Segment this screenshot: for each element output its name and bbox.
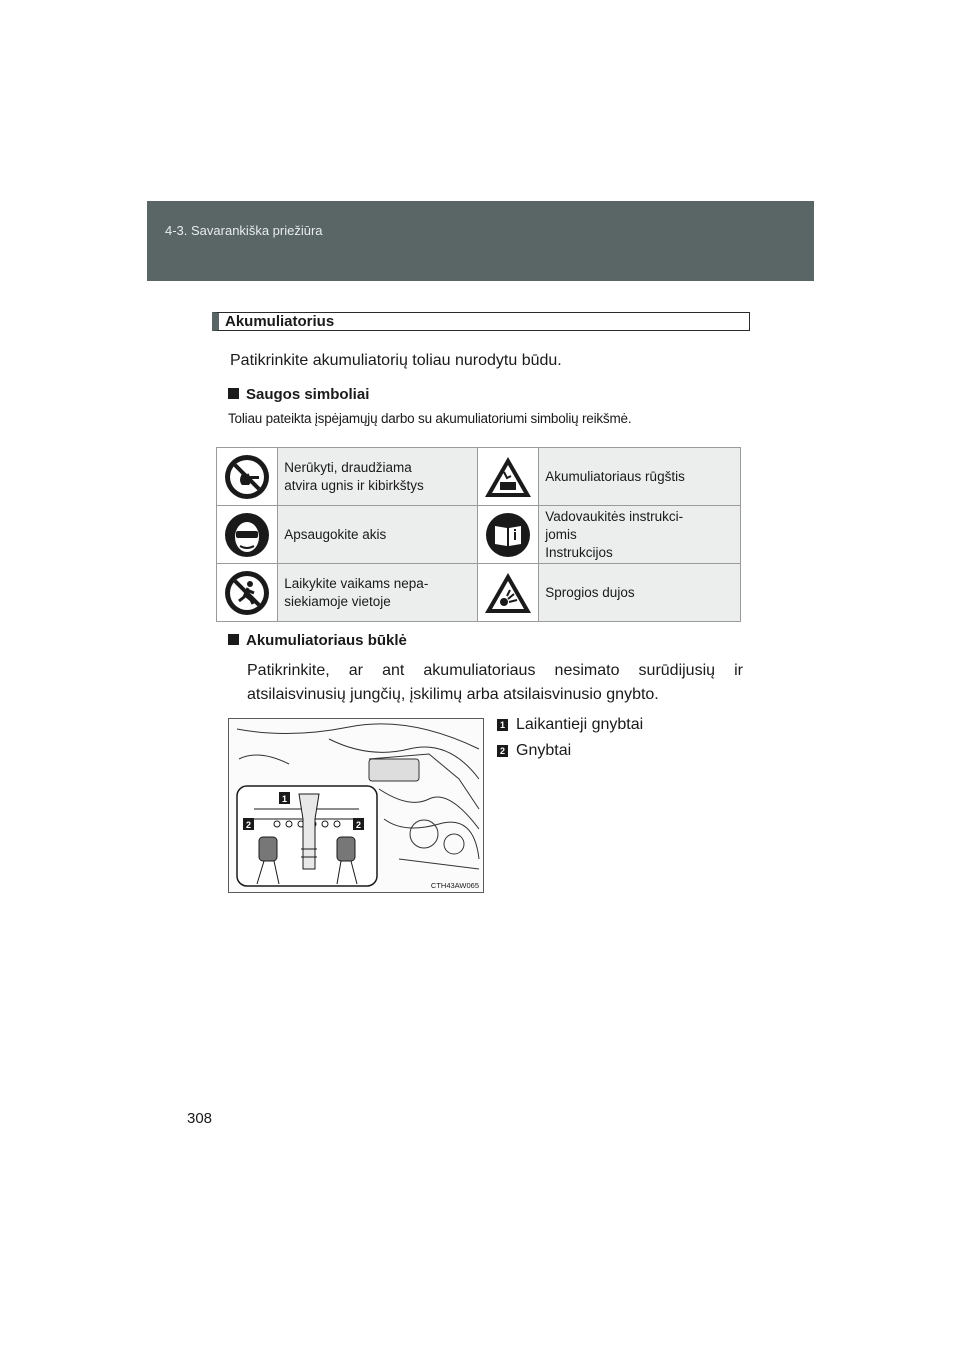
symbol-label-line: jomis (545, 526, 577, 542)
condition-paragraph: Patikrinkite, ar ant akumuliatoriaus nesimato surūdijusių ir atsilaisvinusių jungčių, įskilimų arba atsilaisvinusio gnybto. (247, 662, 743, 703)
table-row (217, 564, 741, 622)
safety-symbols-table (216, 447, 741, 622)
symbol-label-line: Vadovaukitės instrukci- (545, 508, 684, 524)
bullet-square-icon (228, 388, 239, 399)
symbol-label (539, 506, 741, 564)
figure-code: CTH43AW065 (430, 881, 479, 890)
battery-acid-warning-icon (477, 448, 539, 506)
callout-1-icon: 1 (497, 719, 508, 731)
no-smoking-fire-icon (217, 448, 278, 506)
safety-note: Toliau pateikta įspėjamųjų darbo su akumuliatoriumi simbolių reikšmė. (228, 411, 632, 426)
callout-label: 2 (355, 820, 362, 830)
condition-heading-label: Akumuliatoriaus būklė (246, 632, 407, 649)
symbol-label: Akumuliatoriaus rūgštis (539, 448, 741, 506)
table-row (217, 506, 741, 564)
legend-item (497, 716, 643, 734)
bullet-square-icon (228, 634, 239, 645)
callout-2-icon: 2 (497, 745, 508, 757)
legend-item (497, 742, 571, 760)
chapter-header (147, 201, 814, 281)
callout-label: 1 (281, 794, 288, 804)
symbol-label-line: Laikykite vaikams nepa- (284, 575, 429, 591)
legend-label: Gnybtai (516, 742, 572, 759)
keep-away-children-icon (217, 564, 278, 622)
symbol-label-line: Instrukcijos (545, 544, 613, 560)
explosive-gas-warning-icon (477, 564, 539, 622)
symbol-label: Apsaugokite akis (278, 506, 477, 564)
safety-heading (228, 386, 369, 403)
battery-illustration (228, 718, 484, 893)
intro-paragraph: Patikrinkite akumuliatorių toliau nurodytu būdu. (230, 352, 562, 369)
read-instructions-icon (477, 506, 539, 564)
symbol-label (278, 448, 477, 506)
chapter-section-label: 4-3. Savarankiška priežiūra (165, 223, 323, 238)
section-title: Akumuliatorius (212, 312, 750, 331)
eye-protection-icon (217, 506, 278, 564)
symbol-label-line: siekiamoje vietoje (284, 593, 391, 609)
symbol-label-line: Nerūkyti, draudžiama (284, 459, 412, 475)
legend-label: Laikantieji gnybtai (516, 716, 644, 733)
table-row (217, 448, 741, 506)
symbol-label-line: atvira ugnis ir kibirkštys (284, 477, 424, 493)
callout-label: 2 (245, 820, 252, 830)
page-number: 308 (187, 1110, 213, 1127)
safety-heading-label: Saugos simboliai (246, 386, 370, 403)
condition-heading (228, 632, 407, 649)
symbol-label: Sprogios dujos (539, 564, 741, 622)
engine-bay-drawing (229, 719, 483, 892)
symbol-label (278, 564, 477, 622)
